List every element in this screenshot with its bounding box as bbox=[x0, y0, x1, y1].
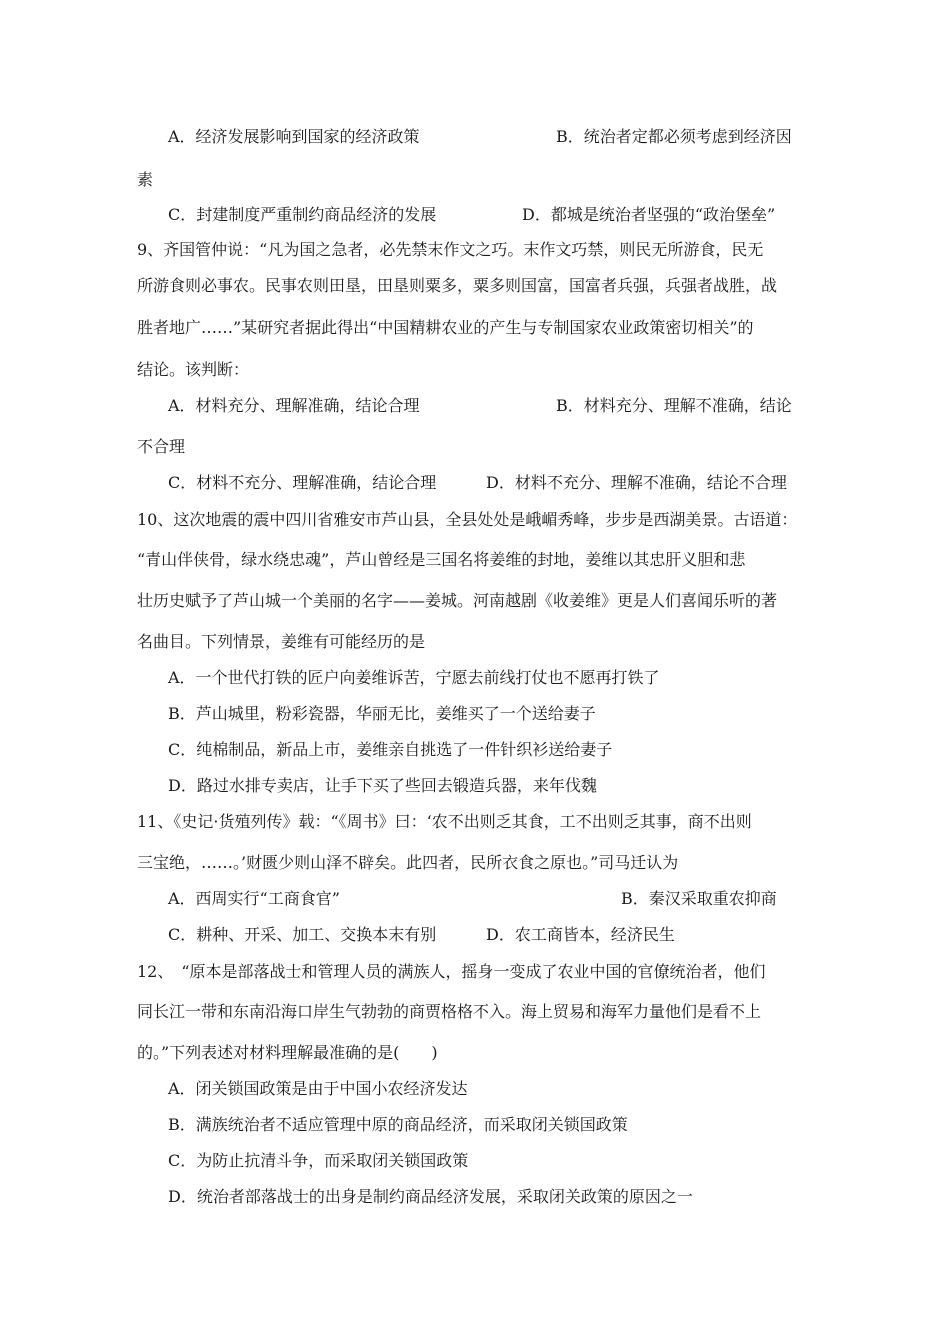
q11-option-b: B．秦汉采取重农抑商 bbox=[621, 889, 777, 908]
q12-option-c: C．为防止抗清斗争，而采取闭关锁国政策 bbox=[168, 1151, 469, 1170]
q9-stem-line: 所游食则必事农。民事农则田垦，田垦则粟多，粟多则国富，国富者兵强，兵强者战胜，战 bbox=[137, 276, 778, 295]
q12-option-a: A．闭关锁国政策是由于中国小农经济发达 bbox=[168, 1079, 468, 1098]
q9-option-b-continued: 不合理 bbox=[137, 437, 186, 456]
q12-stem-line: 同长江一带和东南沿海口岸生气勃勃的商贾格格不入。海上贸易和海军力量他们是看不上 bbox=[137, 1002, 762, 1021]
q12-stem-line: 的。”下列表述对材料理解最准确的是( ) bbox=[137, 1043, 438, 1062]
q9-stem-line: 胜者地广……”某研究者据此得出“中国精耕农业的产生与专制国家农业政策密切相关”的 bbox=[137, 318, 754, 337]
q11-option-d: D．农工商皆本，经济民生 bbox=[486, 925, 675, 944]
q9-option-b: B．材料充分、理解不准确，结论 bbox=[556, 396, 792, 415]
q8-option-a: A．经济发展影响到国家的经济政策 bbox=[168, 127, 420, 146]
q10-option-b: B．芦山城里，粉彩瓷器，华丽无比，姜维买了一个送给妻子 bbox=[168, 704, 596, 723]
q8-option-b-continued: 素 bbox=[137, 170, 154, 189]
q10-option-a: A．一个世代打铁的匠户向姜维诉苦，宁愿去前线打仗也不愿再打铁了 bbox=[168, 668, 660, 687]
q11-option-a: A．西周实行“工商食官” bbox=[168, 889, 340, 908]
q8-option-c: C．封建制度严重制约商品经济的发展 bbox=[168, 205, 437, 224]
q10-stem-line: 10、这次地震的震中四川省雅安市芦山县，全县处处是峨嵋秀峰，步步是西湖美景。古语道： bbox=[137, 510, 798, 529]
q9-option-d: D．材料不充分、理解不准确，结论不合理 bbox=[486, 473, 787, 492]
q10-option-d: D．路过水排专卖店，让手下买了些回去锻造兵器，来年伐魏 bbox=[168, 776, 597, 795]
q8-option-b: B．统治者定都必须考虑到经济因 bbox=[556, 127, 792, 146]
q9-option-a: A．材料充分、理解准确，结论合理 bbox=[168, 396, 420, 415]
q12-option-b: B．满族统治者不适应管理中原的商品经济，而采取闭关锁国政策 bbox=[168, 1115, 628, 1134]
q10-stem-line: 壮历史赋予了芦山城一个美丽的名字——姜城。河南越剧《收姜维》更是人们喜闻乐听的著 bbox=[137, 591, 778, 610]
q10-option-c: C．纯棉制品，新品上市，姜维亲自挑选了一件针织衫送给妻子 bbox=[168, 740, 613, 759]
q10-stem-line: 名曲目。下列情景，姜维有可能经历的是 bbox=[137, 632, 426, 651]
q11-stem-line: 11、《史记·货殖列传》载：“《周书》曰：‘农不出则乏其食，工不出则乏其事，商不出则 bbox=[137, 812, 752, 831]
q12-stem-line: 12、 “原本是部落战士和管理人员的满族人，摇身一变成了农业中国的官僚统治者，他们 bbox=[137, 962, 766, 981]
q11-stem-line: 三宝绝，……。’财匮少则山泽不辟矣。此四者，民所衣食之原也。”司马迁认为 bbox=[137, 853, 679, 872]
q8-option-d: D．都城是统治者坚强的“政治堡垒” bbox=[522, 205, 776, 224]
q9-option-c: C．材料不充分、理解准确，结论合理 bbox=[168, 473, 437, 492]
q9-stem-line: 9、齐国管仲说：“凡为国之急者，必先禁末作文之巧。末作文巧禁，则民无所游食，民无 bbox=[137, 240, 764, 259]
q10-stem-line: “青山伴侠骨，绿水绕忠魂”，芦山曾经是三国名将姜维的封地，姜维以其忠肝义胆和悲 bbox=[137, 550, 746, 569]
q11-option-c: C．耕种、开采、加工、交换本末有别 bbox=[168, 925, 437, 944]
q9-stem-line: 结论。该判断： bbox=[137, 360, 250, 379]
q12-option-d: D．统治者部落战士的出身是制约商品经济发展，采取闭关政策的原因之一 bbox=[168, 1187, 693, 1206]
